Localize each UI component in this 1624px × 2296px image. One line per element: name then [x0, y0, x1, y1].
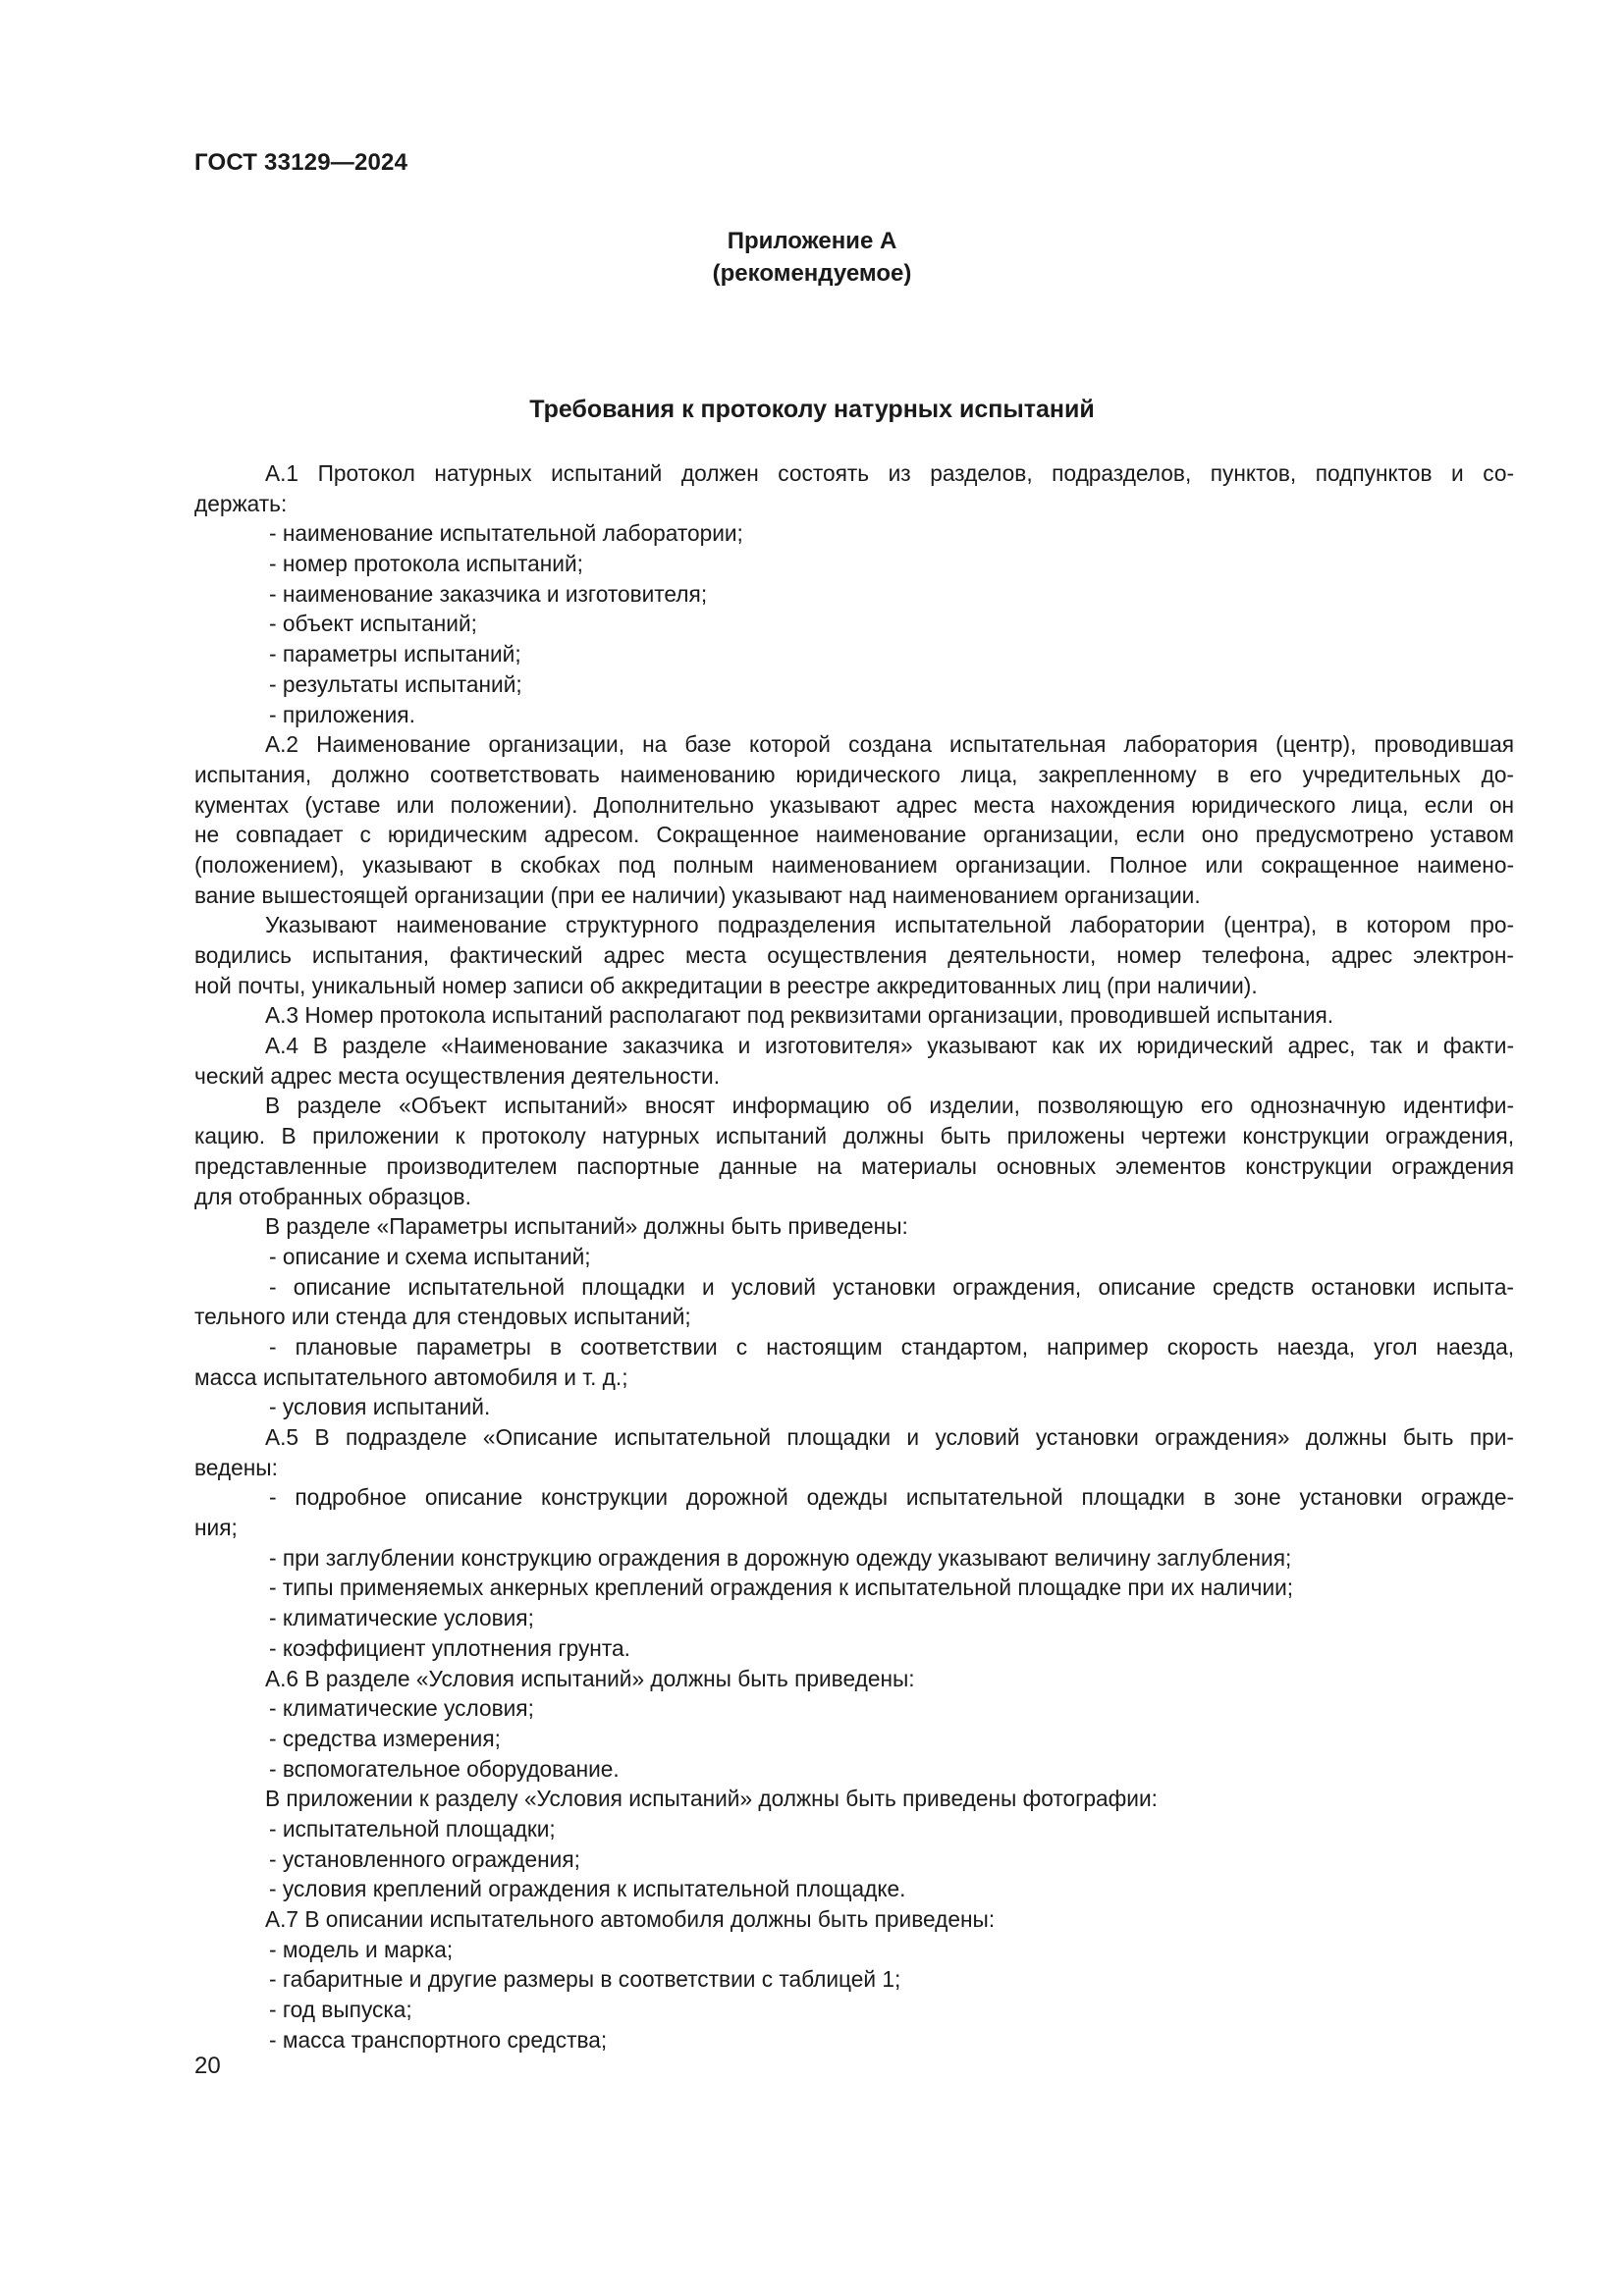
annex-heading	[0, 225, 1624, 290]
text-line: А.2 Наименование организации, на базе которой создана испытательная лаборатория (центр), проводившая	[265, 731, 1514, 758]
text-line: ведены:	[194, 1454, 278, 1480]
text-line: водились испытания, фактический адрес места осуществления деятельности, номер телефона, адрес электрон-	[194, 942, 1514, 968]
body-text	[194, 458, 1514, 2055]
text-line: А.7 В описании испытательного автомобиля должны быть приведены:	[265, 1906, 996, 1932]
text-line: вание вышестоящей организации (при ее наличии) указывают над наименованием организации.	[194, 881, 1201, 908]
text-line: А.1 Протокол натурных испытаний должен состоять из разделов, подразделов, пунктов, подпунктов и со-	[265, 460, 1514, 486]
list-item: - параметры испытаний;	[269, 641, 521, 667]
text-line: А.3 Номер протокола испытаний располагают под реквизитами организации, проводившей испытания.	[265, 1002, 1334, 1029]
text-line: представленные производителем паспортные данные на материалы основных элементов конструкции ограждения	[194, 1152, 1514, 1179]
list-item: - коэффициент уплотнения грунта.	[269, 1634, 630, 1661]
text-line: для отобранных образцов.	[194, 1183, 471, 1209]
text-line: В разделе «Параметры испытаний» должны быть приведены:	[265, 1213, 908, 1240]
text-line: тельного или стенда для стендовых испытаний;	[194, 1304, 691, 1330]
text-line: кументах (уставе или положении). Дополнительно указывают адрес места нахождения юридического лица, если он	[194, 791, 1514, 818]
list-item: - объект испытаний;	[269, 611, 477, 637]
document-code: ГОСТ 33129—2024	[194, 149, 408, 176]
list-item: - масса транспортного средства;	[269, 2026, 608, 2053]
text-line: держать:	[194, 490, 288, 516]
text-line: Указывают наименование структурного подразделения испытательной лаборатории (центра), в котором про-	[265, 912, 1514, 938]
list-item: - плановые параметры в соответствии с настоящим стандартом, например скорость наезда, угол наезда,	[269, 1333, 1514, 1360]
list-item: - габаритные и другие размеры в соответствии с таблицей 1;	[269, 1966, 901, 1993]
text-line: А.4 В разделе «Наименование заказчика и изготовителя» указывают как их юридический адрес, так и факти-	[265, 1033, 1514, 1059]
text-line: ческий адрес места осуществления деятельности.	[194, 1062, 721, 1089]
annex-status: (рекомендуемое)	[712, 260, 912, 287]
list-item: - описание испытательной площадки и условий установки ограждения, описание средств остановки испыта-	[269, 1273, 1514, 1300]
list-item: - типы применяемых анкерных креплений ограждения к испытательной площадке при их наличии;	[269, 1575, 1294, 1601]
text-line: кацию. В приложении к протоколу натурных испытаний должны быть приложены чертежи конструкции ограждения,	[194, 1123, 1514, 1149]
text-line: ния;	[194, 1515, 238, 1541]
list-item: - наименование испытательной лаборатории;	[269, 520, 743, 547]
text-line: (положением), указывают в скобках под полным наименованием организации. Полное или сокращенное наимено-	[194, 851, 1514, 878]
list-item: - условия испытаний.	[269, 1394, 491, 1420]
list-item: - климатические условия;	[269, 1695, 534, 1722]
list-item: - вспомогательное оборудование.	[269, 1755, 620, 1782]
page-number: 20	[194, 2053, 221, 2079]
list-item: - номер протокола испытаний;	[269, 551, 583, 577]
list-item: - установленного ограждения;	[269, 1845, 580, 1872]
list-item: - подробное описание конструкции дорожной одежды испытательной площадки в зоне установки огражде-	[269, 1484, 1514, 1511]
section-title: Требования к протоколу натурных испытаний	[529, 396, 1095, 423]
text-line: А.6 В разделе «Условия испытаний» должны быть приведены:	[265, 1665, 915, 1691]
text-line: ной почты, уникальный номер записи об аккредитации в реестре аккредитованных лиц (при наличии).	[194, 972, 1258, 998]
list-item: - при заглублении конструкцию ограждения в дорожную одежду указывают величину заглубления;	[269, 1544, 1292, 1571]
list-item: - год выпуска;	[269, 1997, 412, 2023]
list-item: - испытательной площадки;	[269, 1815, 556, 1842]
annex-title: Приложение А	[727, 228, 897, 254]
text-line: не совпадает с юридическим адресом. Сокращенное наименование организации, если оно предусмотрено уставом	[194, 822, 1514, 848]
list-item: - условия креплений ограждения к испытательной площадке.	[269, 1876, 906, 1902]
text-line: масса испытательного автомобиля и т. д.;	[194, 1363, 628, 1390]
text-line: А.5 В подразделе «Описание испытательной площадки и условий установки ограждения» должны быть при-	[265, 1424, 1514, 1450]
list-item: - модель и марка;	[269, 1936, 454, 1962]
list-item: - результаты испытаний;	[269, 670, 522, 697]
text-line: В разделе «Объект испытаний» вносят информацию об изделии, позволяющую его однозначную идентифи-	[265, 1093, 1514, 1119]
list-item: - средства измерения;	[269, 1725, 501, 1751]
list-item: - климатические условия;	[269, 1605, 534, 1631]
text-line: испытания, должно соответствовать наименованию юридического лица, закрепленному в его учредительных до-	[194, 761, 1514, 787]
list-item: - наименование заказчика и изготовителя;	[269, 580, 708, 607]
text-line: В приложении к разделу «Условия испытаний» должны быть приведены фотографии:	[265, 1786, 1158, 1812]
list-item: - приложения.	[269, 701, 415, 727]
list-item: - описание и схема испытаний;	[269, 1243, 591, 1269]
